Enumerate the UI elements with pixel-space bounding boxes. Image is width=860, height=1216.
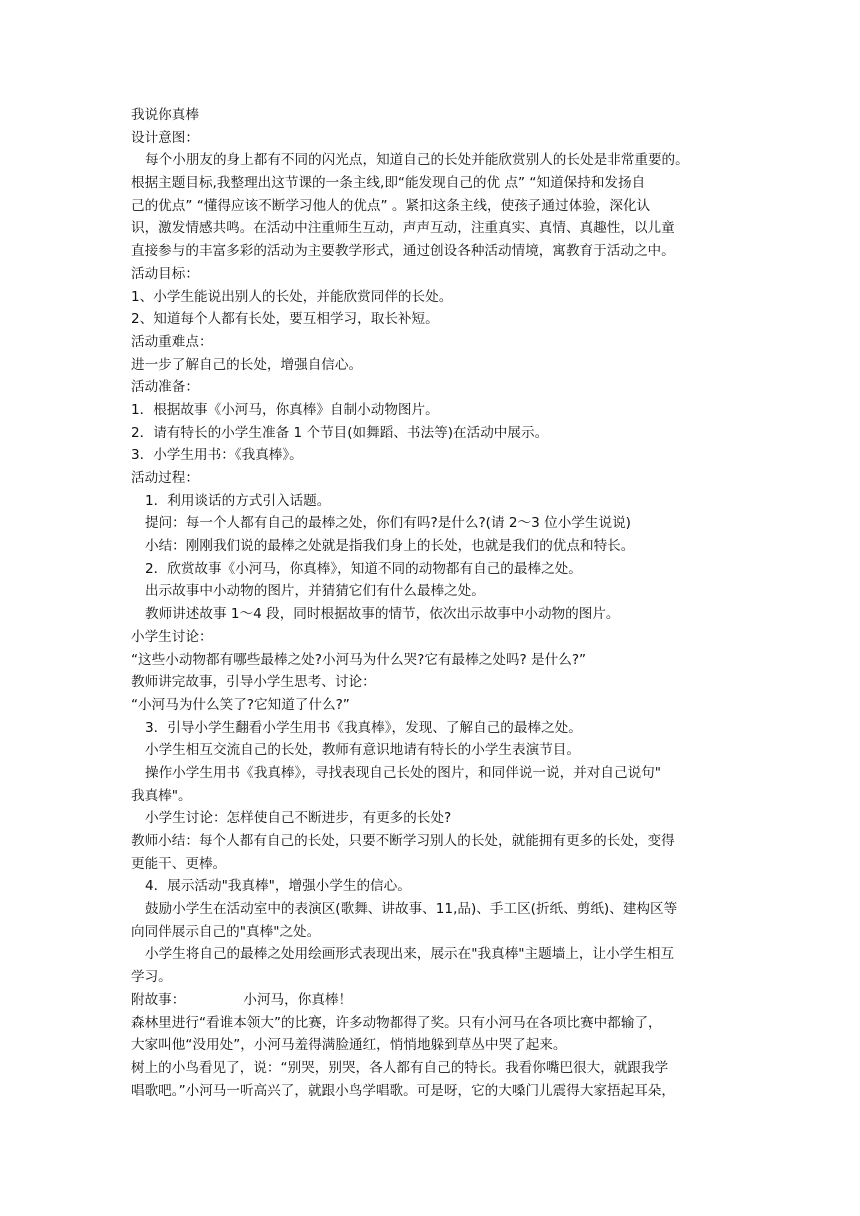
document-title: 我说你真棒 (131, 107, 199, 123)
paragraph-line: 小学生讨论： (131, 628, 213, 645)
list-item: 2、知道每个人都有长处，要互相学习，取长补短。 (131, 311, 439, 328)
list-item: 1、小学生能说出别人的长处，并能欣赏同伴的长处。 (131, 288, 453, 305)
paragraph-line: 树上的小鸟看见了，说：“别哭，别哭，各人都有自己的特长。我看你嘴巴很大，就跟我学 (131, 1059, 669, 1076)
list-item: 1．根据故事《小河马，你真棒》自制小动物图片。 (131, 401, 439, 418)
paragraph-line: 小学生讨论：怎样使自己不断进步，有更多的长处? (145, 810, 452, 827)
list-item: 1．利用谈话的方式引入话题。 (145, 492, 331, 509)
paragraph-line: 学习。 (131, 969, 172, 986)
paragraph-line: 教师讲述故事 1～4 段，同时根据故事的情节，依次出示故事中小动物的图片。 (145, 606, 620, 623)
paragraph-line: 提问：每一个人都有自己的最棒之处，你们有吗?是什么?(请 2～3 位小学生说说) (145, 515, 631, 532)
story-label: 附故事： (131, 991, 186, 1008)
paragraph-line: 更能干、更棒。 (131, 855, 227, 872)
paragraph-line: 识，激发情感共鸣。在活动中注重师生互动，声声互动，注重真实、真情、真趣性，以儿童 (131, 220, 675, 237)
story-heading (131, 989, 743, 1012)
paragraph-line: 己的优点” “懂得应该不断学习他人的优点” 。紧扣这条主线，使孩子通过体验，深化认 (131, 197, 651, 214)
paragraph-line: 根据主题目标,我整理出这节课的一条主线,即“能发现自己的优 点” “知道保持和发扬自 (131, 175, 646, 192)
paragraph-line: 唱歌吧。”小河马一听高兴了，就跟小鸟学唱歌。可是呀，它的大嗓门儿震得大家捂起耳朵， (131, 1082, 675, 1099)
document-page (131, 104, 743, 1102)
paragraph-line: 操作小学生用书《我真棒》，寻找表现自己长处的图片，和同伴说一说，并对自己说句" (145, 764, 662, 781)
list-item: 3．小学生用书：《我真棒》。 (131, 447, 303, 464)
paragraph-line: 小学生将自己的最棒之处用绘画形式表现出来，展示在"我真棒"主题墙上，让小学生相互 (145, 946, 675, 963)
section-heading-design-intent: 设计意图： (131, 129, 199, 146)
section-heading-key-points: 活动重难点： (131, 333, 213, 350)
section-heading-process: 活动过程： (131, 470, 199, 486)
story-title: 小河马，你真棒！ (243, 991, 353, 1008)
paragraph-line: 大家叫他“没用处”，小河马羞得满脸通红，悄悄地躲到草丛中哭了起来。 (131, 1037, 567, 1054)
paragraph-line: “小河马为什么笑了?它知道了什么?” (131, 696, 350, 713)
paragraph-line: 直接参与的丰富多彩的活动为主要教学形式，通过创设各种活动情境，寓教育于活动之中。 (131, 243, 675, 260)
list-item: 3．引导小学生翻看小学生用书《我真棒》，发现、了解自己的最棒之处。 (145, 719, 582, 736)
list-item: 2．请有特长的小学生准备 1 个节目(如舞蹈、书法等)在活动中展示。 (131, 424, 549, 441)
list-item: 2．欣赏故事《小河马，你真棒》，知道不同的动物都有自己的最棒之处。 (145, 560, 582, 577)
paragraph-line: 鼓励小学生在活动室中的表演区(歌舞、讲故事、11,品)、手工区(折纸、剪纸)、建构区等 (145, 901, 678, 918)
paragraph-line: 教师讲完故事，引导小学生思考、讨论： (131, 674, 376, 691)
list-item: 4．展示活动"我真棒"，增强小学生的信心。 (145, 878, 411, 895)
paragraph-line: 森林里进行“看谁本领大”的比赛，许多动物都得了奖。只有小河马在各项比赛中都输了， (131, 1014, 662, 1031)
paragraph-line: 出示故事中小动物的图片，并猜猜它们有什么最棒之处。 (145, 583, 485, 600)
paragraph-line: 向同伴展示自己的"真棒"之处。 (131, 923, 321, 940)
section-heading-preparation: 活动准备： (131, 379, 199, 396)
paragraph-line: 教师小结：每个人都有自己的长处，只要不断学习别人的长处，就能拥有更多的长处，变得 (131, 833, 675, 849)
paragraph-line: “这些小动物都有哪些最棒之处?小河马为什么哭?它有最棒之处吗? 是什么?” (131, 651, 587, 668)
paragraph-line: 小学生相互交流自己的长处，教师有意识地请有特长的小学生表演节目。 (145, 742, 580, 759)
paragraph-line: 进一步了解自己的长处，增强自信心。 (131, 356, 363, 373)
paragraph-line: 小结：刚刚我们说的最棒之处就是指我们身上的长处，也就是我们的优点和特长。 (145, 538, 635, 555)
section-heading-goals: 活动目标： (131, 265, 199, 282)
paragraph-line: 我真棒"。 (131, 787, 192, 804)
paragraph-line: 每个小朋友的身上都有不同的闪光点，知道自己的长处并能欣赏别人的长处是非常重要的。 (145, 152, 689, 169)
